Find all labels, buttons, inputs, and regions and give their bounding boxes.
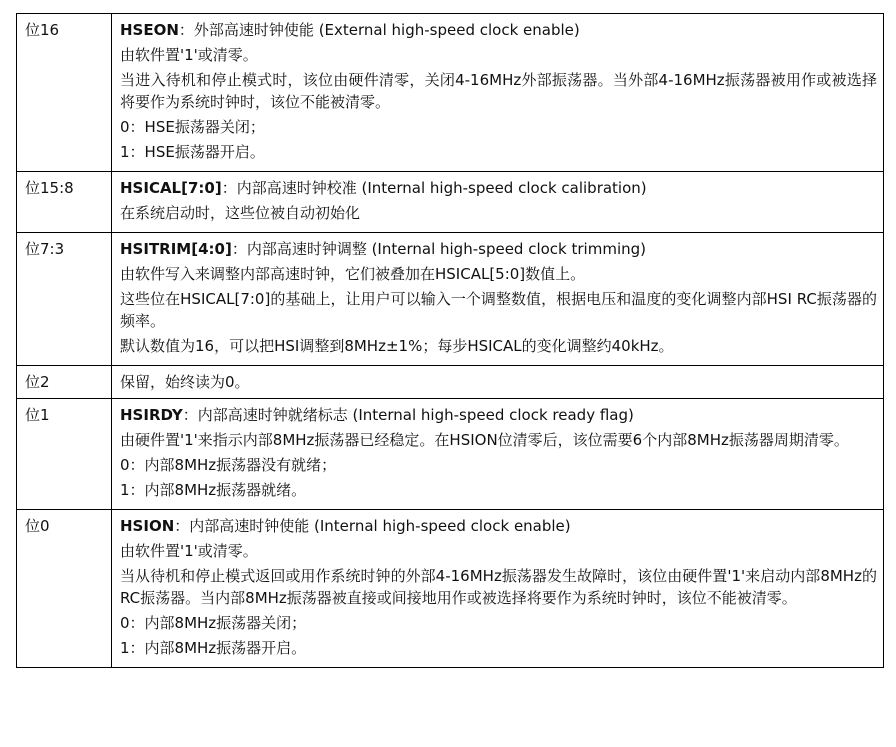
field-heading [120,19,877,41]
description-line: 0：HSE振荡器关闭； [120,118,265,136]
table-row [17,172,884,233]
description-line: 0：内部8MHz振荡器关闭； [120,614,307,632]
field-name: HSICAL[7:0] [120,179,222,197]
description-line: 这些位在HSICAL[7:0]的基础上，让用户可以输入一个调整数值，根据电压和温度的变化调整内部HSI RC振荡器的频率。 [120,290,877,330]
bit-description [112,172,884,233]
bit-position: 位0 [17,510,112,668]
bit-description [112,14,884,172]
description-line: 由硬件置'1'来指示内部8MHz振荡器已经稳定。在HSION位清零后，该位需要6个内部8MHz振荡器周期清零。 [120,431,849,449]
bit-description [112,510,884,668]
field-heading [120,515,877,537]
field-title: ：内部高速时钟校准 (Internal high-speed clock calibration) [221,179,647,197]
bit-description [112,399,884,510]
description-line: 1：HSE振荡器开启。 [120,143,265,161]
field-heading [120,238,877,260]
field-heading [120,371,877,393]
bit-position: 位2 [17,366,112,399]
field-heading [120,404,877,426]
field-title: ：内部高速时钟使能 (Internal high-speed clock enable) [174,517,571,535]
bit-position: 位15:8 [17,172,112,233]
field-title: ：外部高速时钟使能 (External high-speed clock enable) [178,21,580,39]
field-title: 保留，始终读为0。 [120,373,250,391]
register-bit-table [16,13,884,668]
field-name: HSEON [120,21,179,39]
table-row [17,14,884,172]
description-line: 由软件写入来调整内部高速时钟，它们被叠加在HSICAL[5:0]数值上。 [120,265,586,283]
table-row [17,366,884,399]
bit-description [112,233,884,366]
description-line: 1：内部8MHz振荡器就绪。 [120,481,307,499]
description-line: 0：内部8MHz振荡器没有就绪； [120,456,337,474]
field-heading [120,177,877,199]
field-name: HSITRIM[4:0] [120,240,232,258]
table-row [17,233,884,366]
bit-position: 位1 [17,399,112,510]
field-name: HSIRDY [120,406,183,424]
description-line: 在系统启动时，这些位被自动初始化 [120,204,361,222]
field-title: ：内部高速时钟调整 (Internal high-speed clock trimming) [231,240,646,258]
table-row [17,399,884,510]
description-line: 默认数值为16，可以把HSI调整到8MHz±1%；每步HSICAL的变化调整约40kHz。 [120,337,674,355]
description-line: 当从待机和停止模式返回或用作系统时钟的外部4-16MHz振荡器发生故障时，该位由硬件置'1'来启动内部8MHz的RC振荡器。当内部8MHz振荡器被直接或间接地用作或被选择将要作为系统时钟时，该位不能被清零。 [120,567,877,607]
bit-position: 位7:3 [17,233,112,366]
description-line: 由软件置'1'或清零。 [120,46,258,64]
field-name: HSION [120,517,175,535]
table-row [17,510,884,668]
bit-description [112,366,884,399]
description-line: 当进入待机和停止模式时，该位由硬件清零，关闭4-16MHz外部振荡器。当外部4-16MHz振荡器被用作或被选择将要作为系统时钟时，该位不能被清零。 [120,71,877,111]
description-line: 由软件置'1'或清零。 [120,542,258,560]
bit-position: 位16 [17,14,112,172]
description-line: 1：内部8MHz振荡器开启。 [120,639,307,657]
field-title: ：内部高速时钟就绪标志 (Internal high-speed clock ready flag) [182,406,634,424]
